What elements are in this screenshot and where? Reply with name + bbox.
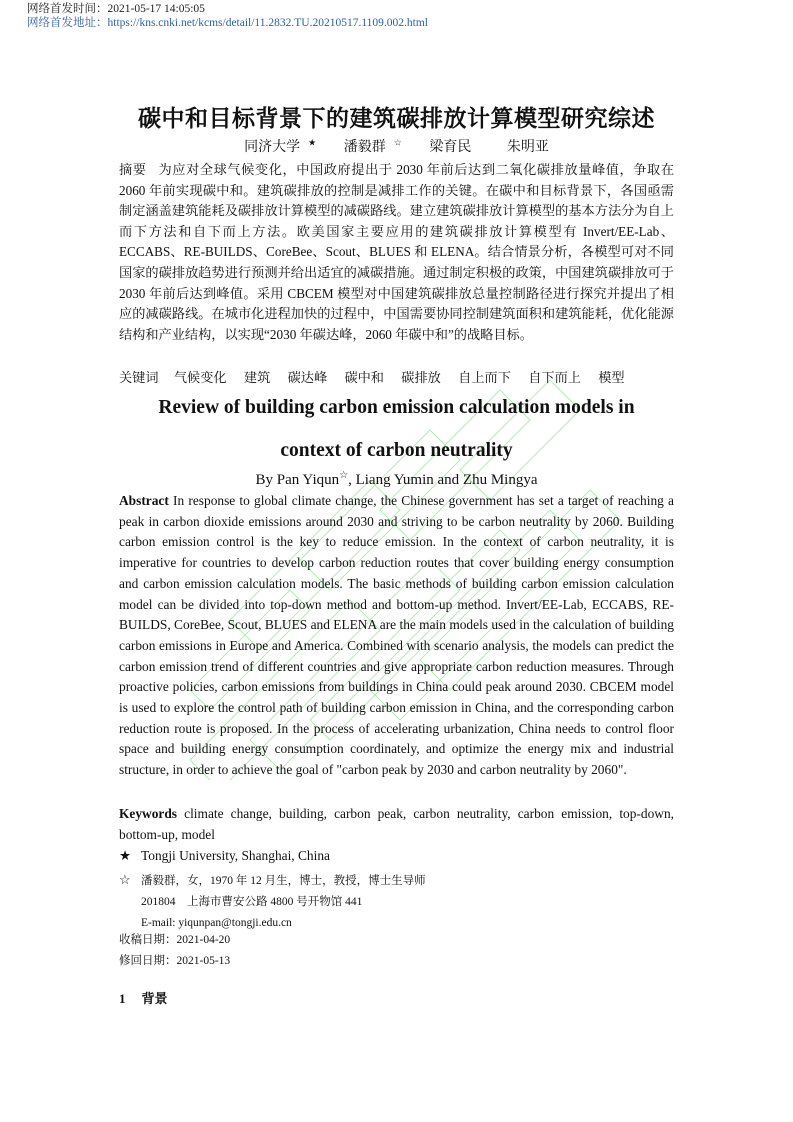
author-info: 潘毅群，女，1970 年 12 月生，博士，教授，博士生导师 — [141, 875, 426, 887]
publish-time-label: 网络首发时间： — [27, 3, 108, 15]
english-abstract — [119, 491, 674, 781]
publish-url-link[interactable]: https://kns.cnki.net/kcms/detail/11.2832.TU.20210517.1109.002.html — [107, 17, 428, 29]
chinese-title: 碳中和目标背景下的建筑碳排放计算模型研究综述 — [138, 106, 655, 132]
keyword: 碳中和 — [344, 370, 384, 385]
filled-star-icon: ★ — [119, 848, 132, 863]
revised-value: 2021-05-13 — [176, 955, 231, 967]
keywords-label: 关键词 — [119, 370, 159, 385]
affiliation-star-icon: ★ — [308, 137, 317, 148]
revised-date — [119, 951, 674, 972]
chinese-abstract — [119, 160, 674, 345]
keyword: 气候变化 — [173, 370, 227, 385]
publish-time-line — [27, 2, 428, 16]
section-number: 1 — [119, 991, 126, 1006]
affiliation-footnote — [119, 846, 674, 866]
english-authors — [0, 470, 793, 489]
outline-star-icon: ☆ — [119, 872, 131, 887]
keyword: 自下而上 — [528, 370, 581, 385]
english-title-line-2: context of carbon neutrality — [280, 440, 513, 461]
abstract-text: In response to global climate change, the Chinese government has set a target of reaching a peak in carbon dioxide emissions around 2030 and striving to be carbon neutrality by 2060. Building carbon emission control is the key to reduce emission. In the context of carbon neutrality, it is imperative for countries to develop carbon reduction routes that cover building energy consumption and carbon emission calculation models. The basic methods of building carbon emission calculation model can be divided into top-down method and bottom-up method. Invert/EE-Lab, ECCABS, RE-BUILDS, CoreBee, Scout, BLUES and ELENA are the main models used in the calculation of building carbon emissions in Europe and America. Combined with scenario analysis, the models can predict the carbon emission trend of different countries and give appropriate carbon reduction measures. Through proactive policies, carbon emissions from buildings in China could peak around 2030. CBCEM model is used to explore the control path of building carbon emission in China, and the corresponding carbon reduction route is proposed. In the process of accelerating urbanization, China needs to control floor space and building energy consumption coordinately, and optimize the energy mix and industrial structure, in order to achieve the goal of "carbon peak by 2030 and carbon neutrality by 2060". — [119, 493, 674, 778]
keyword: 建筑 — [243, 370, 271, 385]
chinese-keywords — [119, 368, 674, 388]
received-date — [119, 930, 674, 951]
revised-label: 修回日期： — [119, 955, 177, 967]
received-label: 收稿日期： — [119, 934, 177, 946]
author-name: 朱明亚 — [506, 140, 549, 155]
author-address: 201804 上海市曹安公路 4800 号开物馆 441 — [141, 896, 363, 908]
publish-time: 2021-05-17 14:05:05 — [107, 3, 205, 15]
english-title-line-1: Review of building carbon emission calculation models in — [158, 397, 635, 418]
section-heading — [119, 988, 674, 1007]
abstract-text: 为应对全球气候变化，中国政府提出于 2030 年前后达到二氧化碳排放量峰值，争取在 2060 年前实现碳中和。建筑碳排放的控制是减排工作的关键。在碳中和目标背景下，各国亟需制定涵盖建筑能耗及碳排放计算模型的减碳路线。建立建筑碳排放计算模型的基本方法分为自上而下方法和自下而上方法。欧美国家主要应用的建筑碳排放计算模型有 Invert/EE-Lab、ECCABS、RE-BUILDS、CoreBee、Scout、BLUES 和 ELENA。结合情景分析，各模型可对不同国家的碳排放趋势进行预测并给出适宜的减碳措施。通过制定积极的政策，中国建筑碳排放可于 2030 年前后达到峰值。采用 CBCEM 模型对中国建筑碳排放总量控制路径进行探究并提出了相应的减碳路线。在城市化进程加快的过程中，中国需要协同控制建筑面积和建筑能耗，优化能源结构和产业结构，以实现“2030 年碳达峰，2060 年碳中和”的战略目标。 — [119, 162, 675, 342]
author-names: , Liang Yumin and Zhu Mingya — [348, 472, 538, 488]
section-title: 背景 — [141, 992, 168, 1007]
english-keywords — [119, 804, 674, 845]
author — [421, 140, 479, 155]
keyword: 模型 — [598, 370, 625, 385]
author-email[interactable]: E-mail: yiqunpan@tongji.edu.cn — [141, 917, 292, 929]
corresponding-star-icon: ☆ — [393, 137, 402, 148]
author-name: 梁育民 — [429, 140, 472, 155]
author-footnote — [119, 869, 674, 934]
author — [499, 140, 557, 155]
publish-url-line[interactable] — [27, 16, 428, 30]
received-value: 2021-04-20 — [176, 934, 231, 946]
affiliation-text: Tongji University, Shanghai, China — [141, 848, 330, 863]
keyword: 碳排放 — [401, 370, 441, 385]
online-publication-header — [27, 2, 428, 30]
keywords-text: climate change, building, carbon peak, carbon neutrality, carbon emission, top-down, bottom-up, model — [119, 806, 674, 842]
author-name: By Pan Yiqun — [255, 472, 340, 488]
abstract-label: 摘要 — [119, 162, 147, 177]
keywords-label: Keywords — [119, 806, 178, 821]
chinese-authors — [0, 136, 793, 156]
manuscript-dates — [119, 930, 674, 972]
author-name: 潘毅群 — [343, 140, 386, 155]
author-affiliation — [236, 137, 317, 155]
author — [336, 137, 402, 155]
keyword: 自上而下 — [458, 370, 511, 385]
corresponding-star-icon: ☆ — [339, 470, 349, 481]
publish-url-label: 网络首发地址： — [27, 17, 108, 29]
author-name: 同济大学 — [244, 140, 301, 155]
keyword: 碳达峰 — [287, 370, 328, 385]
abstract-label: Abstract — [119, 493, 169, 508]
